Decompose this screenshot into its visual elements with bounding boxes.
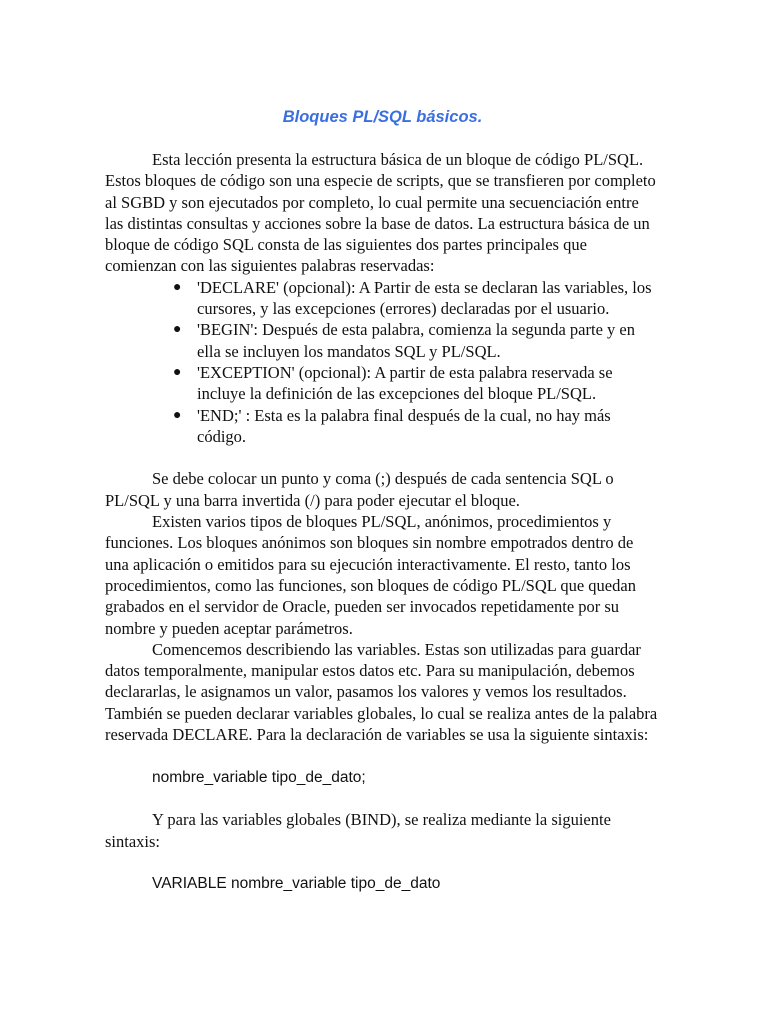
bullet-icon: ● [173,407,182,423]
list-item [173,319,660,362]
bullet-icon: ● [173,322,182,338]
local-variable-syntax: nombre_variable tipo_de_dato; [152,768,366,786]
variables-paragraph: Comencemos describiendo las variables. Estas son utilizadas para guardar datos temporalmente, manipular estos datos etc. Para su manipulación, debemos declararlas, le asignamos un valor, pasamos los valores y vemos los resultados. También se pueden declarar variables globales, lo cual se realiza antes de la palabra reservada DECLARE. Para la declaración de variables se usa la siguiente sintaxis: [105,639,658,745]
semicolon-paragraph: Se debe colocar un punto y coma (;) después de cada sentencia SQL o PL/SQL y una barra invertida (/) para poder ejecutar el bloque. [105,469,614,510]
spacer [105,852,660,873]
list-item-text: 'BEGIN': Después de esta palabra, comienza la segunda parte y en ella se incluyen los mandatos SQL y PL/SQL. [197,320,635,361]
bullet-icon: ● [173,364,182,380]
list-item-text: 'END;' : Esta es la palabra final después de la cual, no hay más código. [197,405,611,446]
intro-paragraph: Esta lección presenta la estructura básica de un bloque de código PL/SQL. Estos bloques de código son una especie de scripts, que se transfieren por completo al SGBD y son ejecutados por completo, lo cual permite una secuenciación entre las distintas consultas y acciones sobre la base de datos. La estructura básica de un bloque de código SQL consta de las siguientes dos partes principales que comienzan con las siguientes palabras reservadas: [105,150,656,276]
list-item-text: 'DECLARE' (opcional): A Partir de esta se declaran las variables, los cursores, y las excepciones (errores) declaradas por el usuario. [197,277,652,319]
bullet-icon: ● [173,279,182,295]
list-item-text: 'EXCEPTION' (opcional): A partir de esta palabra reservada se incluye la definición de las excepciones del bloque PL/SQL. [197,362,613,404]
keyword-list [105,277,660,447]
page-title: Bloques PL/SQL básicos. [282,108,483,126]
list-item [173,362,660,405]
spacer [105,447,660,468]
block-types-paragraph: Existen varios tipos de bloques PL/SQL, anónimos, procedimientos y funciones. Los bloques anónimos son bloques sin nombre empotrados dentro de una aplicación o emitidos para su ejecución interactivamente. El resto, tanto los procedimientos, como las funciones, son bloques de código PL/SQL que quedan grabados en el servidor de Oracle, pueden ser invocados repetidamente por su nombre y pueden aceptar parámetros. [105,512,636,638]
spacer [105,788,660,809]
bind-paragraph: Y para las variables globales (BIND), se realiza mediante la siguiente sintaxis: [105,810,611,851]
document-page [105,106,660,894]
spacer [105,745,660,766]
list-item [173,277,660,320]
bind-variable-syntax: VARIABLE nombre_variable tipo_de_dato [152,875,441,893]
list-item [173,405,660,448]
